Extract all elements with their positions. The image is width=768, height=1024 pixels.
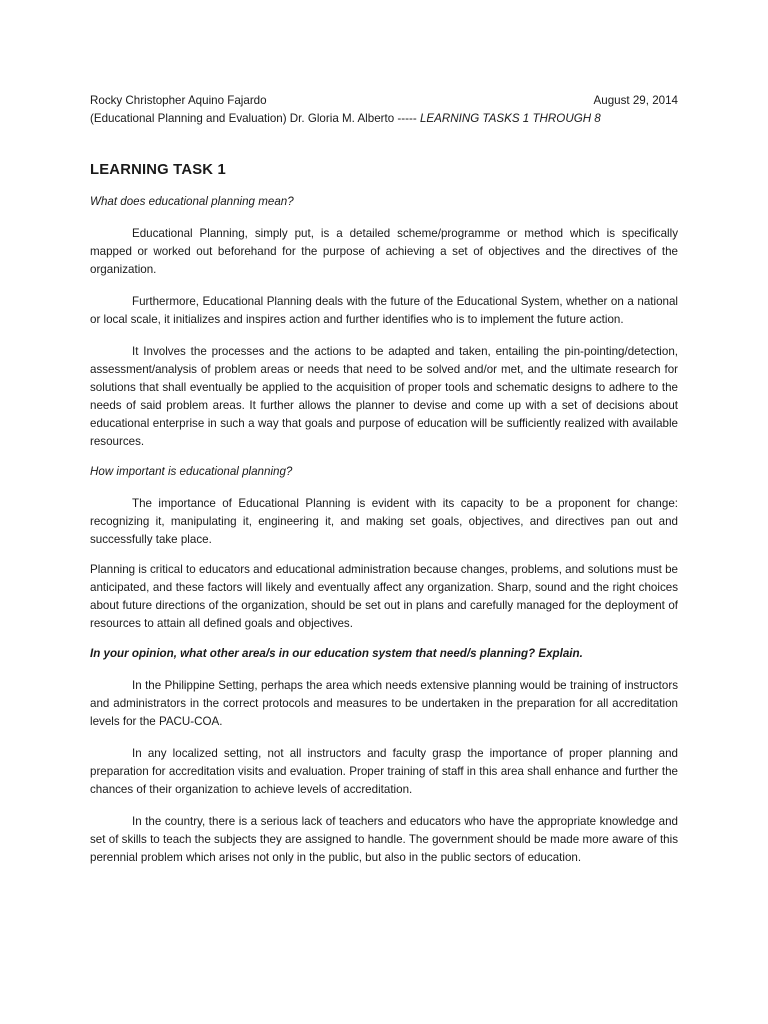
question-2: How important is educational planning? [90, 465, 293, 478]
paragraph-5: Planning is critical to educators and educational administration because changes, problems, and solutions must be anticipated, and these factors will likely and eventually affect any organization. Sharp, sound and the right choices about future directions of the organization, should be set out in plans and carefully managed for the deployment of resources to attain all defined goals and objectives. [90, 563, 678, 630]
course-tasks: LEARNING TASKS 1 THROUGH 8 [419, 112, 601, 125]
author-name: Rocky Christopher Aquino Fajardo [90, 94, 267, 107]
paragraph-2: Furthermore, Educational Planning deals with the future of the Educational System, whether on a national or local scale, it initializes and inspires action and further identifies who is to implement the future action. [90, 295, 678, 326]
question-1: What does educational planning mean? [90, 195, 294, 208]
document-header [90, 92, 678, 110]
paragraph-4: The importance of Educational Planning is evident with its capacity to be a proponent for change: recognizing it, manipulating it, engineering it, and making set goals, objectives, and directives pan out and successfully take place. [90, 497, 678, 546]
paragraph-6: In the Philippine Setting, perhaps the area which needs extensive planning would be training of instructors and administrators in the correct protocols and measures to be undertaken in the preparation for all accreditation levels for the PACU-COA. [90, 679, 678, 728]
paragraph-1: Educational Planning, simply put, is a detailed scheme/programme or method which is specifically mapped or worked out beforehand for the purpose of achieving a set of objectives and the directives of the organization. [90, 227, 678, 276]
question-3: In your opinion, what other area/s in our education system that need/s planning? Explain. [90, 647, 583, 660]
section-title: LEARNING TASK 1 [90, 162, 226, 178]
paragraph-8: In the country, there is a serious lack of teachers and educators who have the appropriate knowledge and set of skills to teach the subjects they are assigned to handle. The government should be made more aware of this perennial problem which arises not only in the public, but also in the public sectors of education. [90, 815, 678, 864]
course-line [90, 110, 678, 128]
course-info: (Educational Planning and Evaluation) Dr. Gloria M. Alberto ----- [90, 112, 420, 125]
paragraph-7: In any localized setting, not all instructors and faculty grasp the importance of proper planning and preparation for accreditation visits and evaluation. Proper training of staff in this area shall enhance and further the chances of their organization to achieve levels of accreditation. [90, 747, 678, 796]
paragraph-3: It Involves the processes and the actions to be adapted and taken, entailing the pin-pointing/detection, assessment/analysis of problem areas or needs that need to be solved and/or met, and the ultimate research for solutions that shall eventually be applied to the acquisition of proper tools and schematic designs to adhere to the needs of said problem areas. It further allows the planner to devise and come up with a set of decisions about educational enterprise in such a way that goals and purpose of education will be sufficiently realized with available resources. [90, 345, 678, 448]
document-date: August 29, 2014 [593, 94, 678, 107]
